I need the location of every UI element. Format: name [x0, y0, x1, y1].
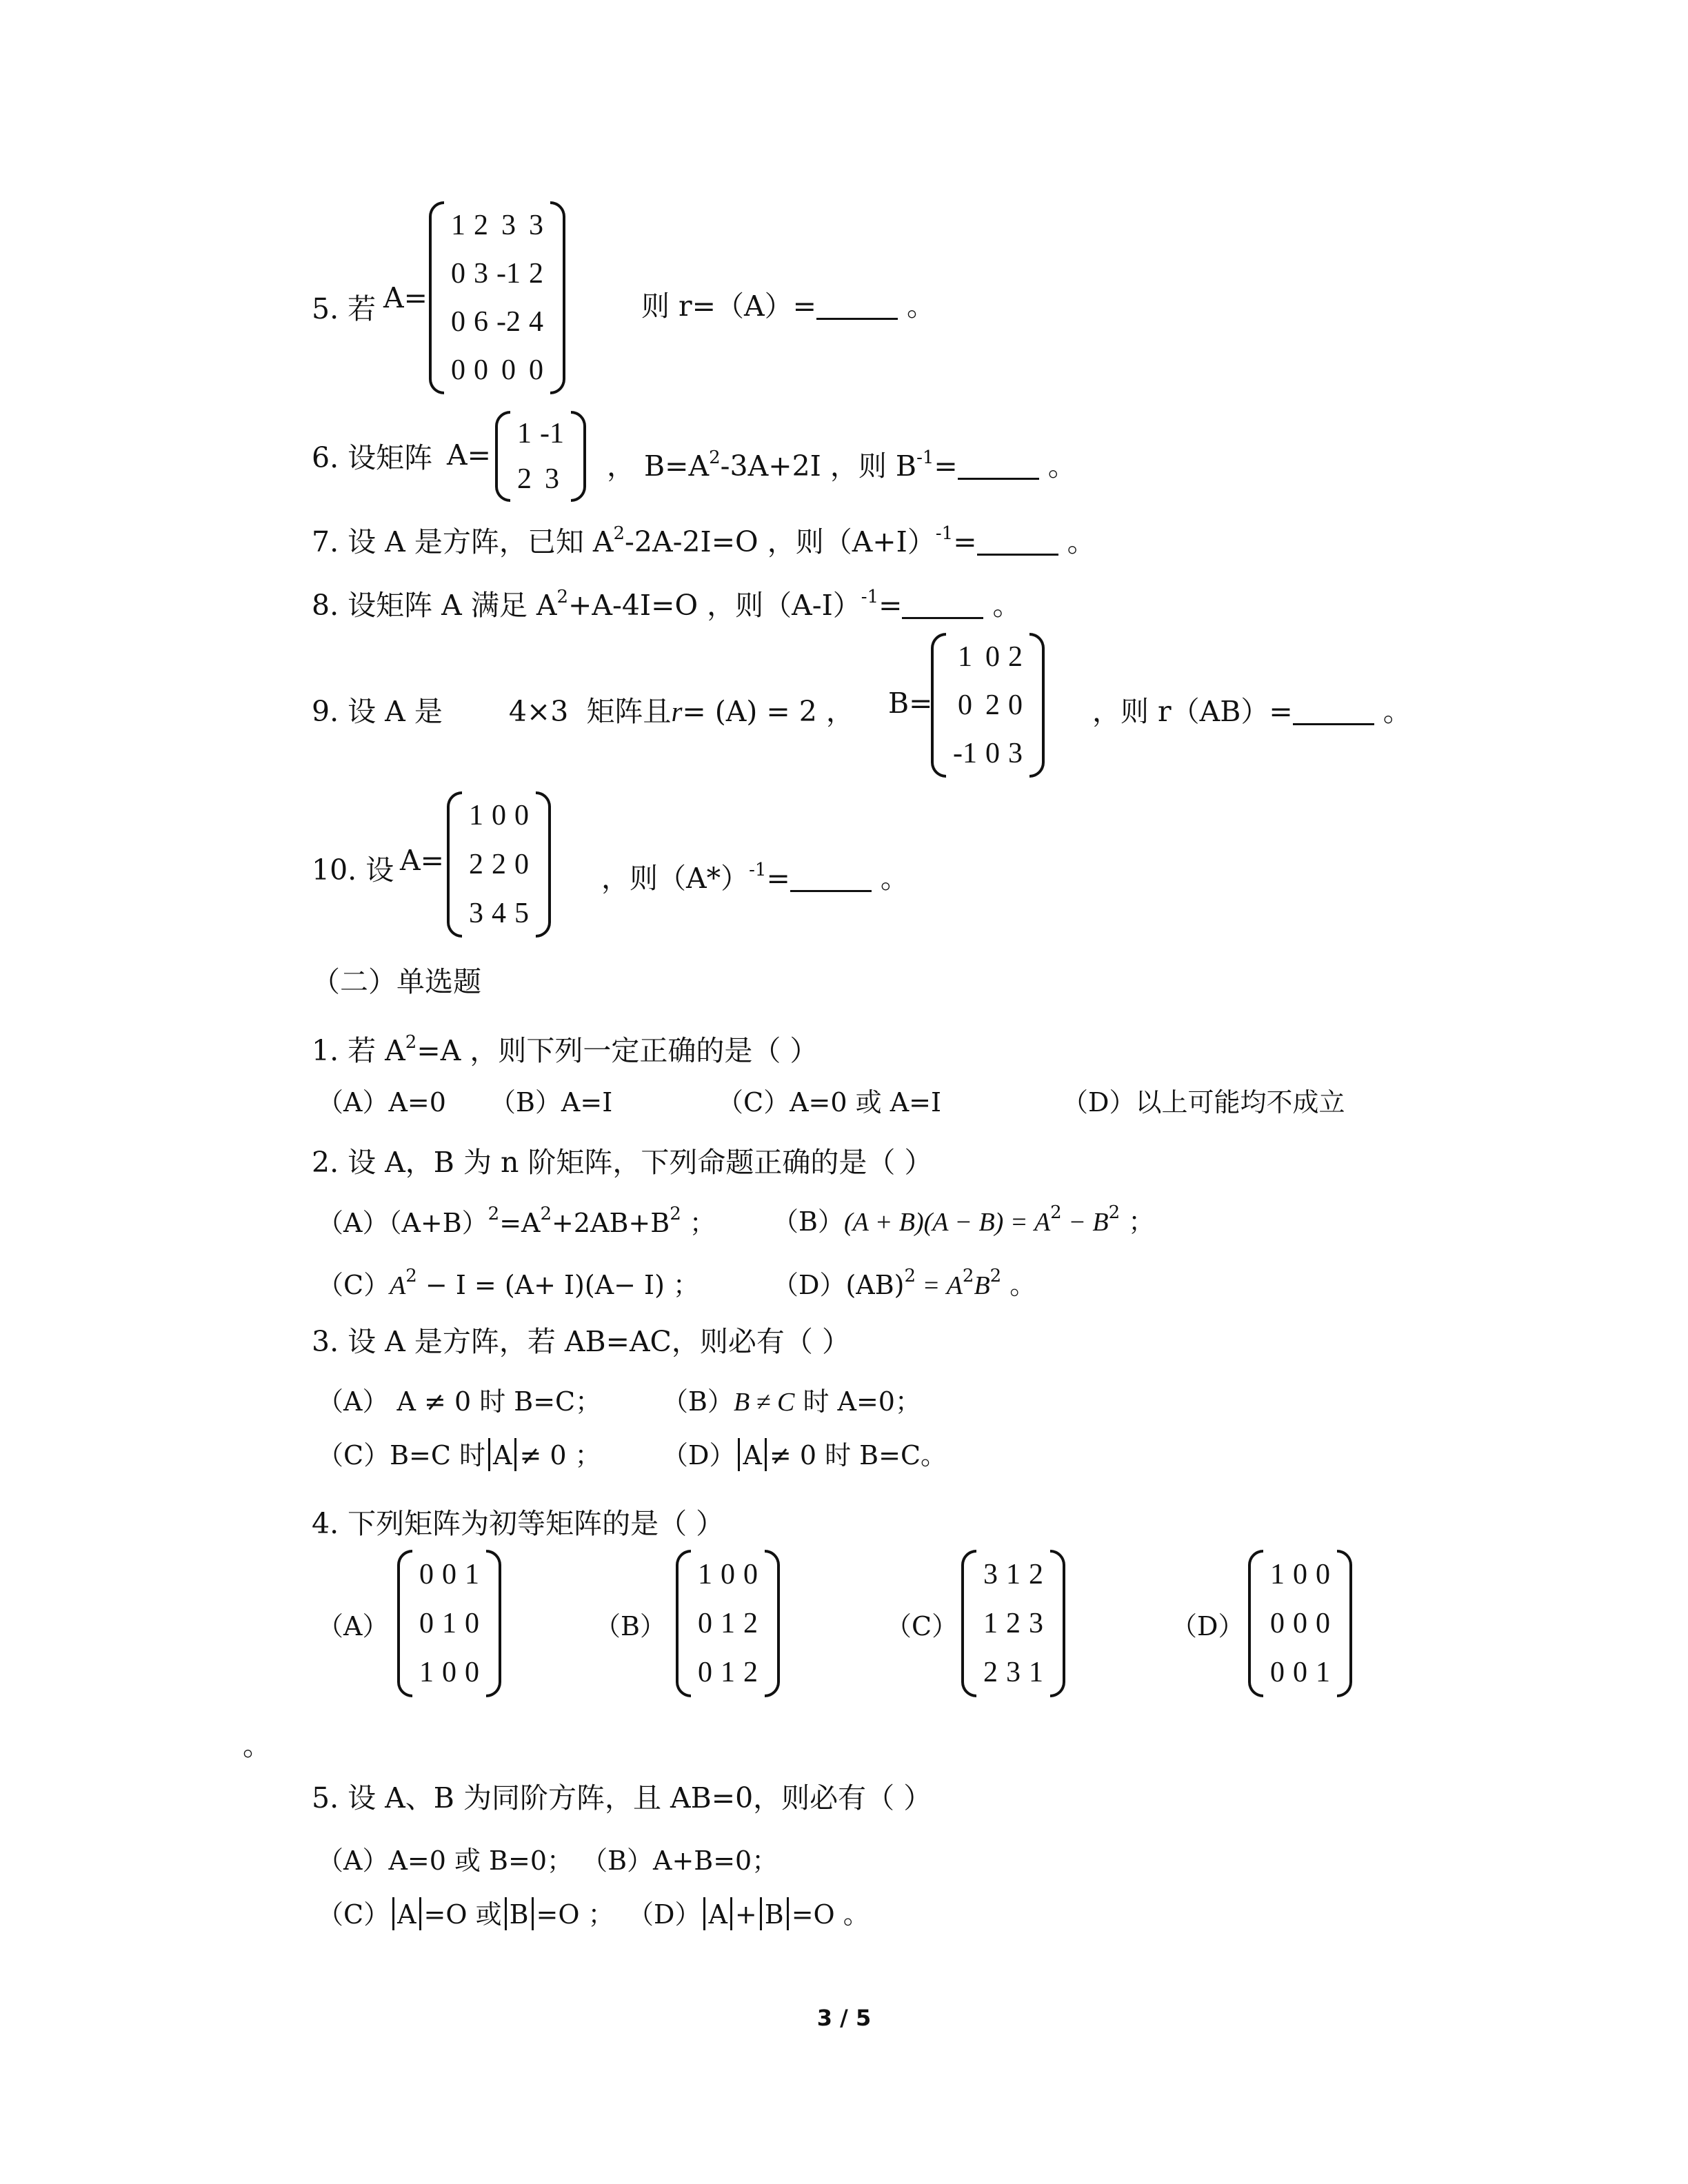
matrix-cell: 1	[1270, 1558, 1285, 1590]
matrix-cell: 2	[743, 1657, 758, 1689]
matrix-cell: 5	[514, 897, 529, 929]
matrix-cell: 3	[545, 463, 559, 495]
q9-matrix	[931, 633, 1045, 778]
mc5-stem: 5. 设 A、B 为同阶方阵，且 AB=0，则必有（ ）	[312, 1781, 932, 1814]
matrix-cell: -1	[540, 418, 564, 449]
matrix-cell: 0	[419, 1558, 434, 1590]
matrix-cell: 0	[1270, 1607, 1285, 1639]
matrix-cell: 0	[1316, 1558, 1330, 1590]
matrix-cell: 0	[529, 354, 543, 386]
answer-blank[interactable]	[902, 592, 983, 619]
answer-blank[interactable]	[816, 293, 898, 320]
mc2-stem: 2. 设 A，B 为 n 阶矩阵，下列命题正确的是（ ）	[312, 1146, 933, 1179]
matrix-cell: 2	[492, 848, 506, 880]
matrix-row	[415, 1648, 483, 1697]
matrix-row	[949, 633, 1027, 681]
matrix-cell: 0	[474, 354, 488, 386]
matrix-cell: 1	[442, 1607, 456, 1639]
matrix-row	[465, 791, 533, 840]
matrix-row	[415, 1550, 483, 1599]
matrix-row	[949, 729, 1027, 778]
matrix-mc4-d	[1266, 1550, 1334, 1697]
mc3-stem: 3. 设 A 是方阵，若 AB=AC，则必有（ ）	[312, 1325, 850, 1358]
matrix-cell: 2	[1029, 1558, 1043, 1590]
matrix-cell: 3	[474, 258, 488, 290]
matrix-row	[447, 298, 547, 346]
matrix-mc4-b	[694, 1550, 762, 1697]
matrix-mc4-c	[979, 1550, 1047, 1697]
matrix-cell: 0	[1293, 1607, 1307, 1639]
matrix-row	[447, 346, 547, 394]
matrix-cell: 1	[451, 210, 465, 241]
matrix-cell: 1	[1006, 1558, 1021, 1590]
matrix-cell: 2	[743, 1607, 758, 1639]
matrix-cell: 0	[492, 800, 506, 832]
matrix-row	[447, 250, 547, 298]
matrix-cell: 0	[451, 258, 465, 290]
q6-lhs: A=	[447, 438, 491, 472]
mc5-option-d[interactable]: （D） A + B =O 。	[627, 1897, 870, 1930]
matrix-cell: 0	[442, 1657, 456, 1689]
matrix-cell: 0	[465, 1657, 479, 1689]
mc4-option-c-matrix[interactable]	[961, 1550, 1065, 1697]
mc4-option-a-matrix[interactable]	[397, 1550, 501, 1697]
matrix-cell: 0	[451, 354, 465, 386]
matrix-row	[465, 840, 533, 889]
mc1-option-d[interactable]: （D）以上可能均不成立	[1062, 1087, 1345, 1118]
answer-blank[interactable]	[977, 529, 1058, 556]
matrix-row	[949, 681, 1027, 729]
answer-blank[interactable]	[1293, 698, 1374, 725]
matrix-cell: 0	[419, 1607, 434, 1639]
matrix-cell: 2	[985, 689, 1000, 721]
mc1-option-a[interactable]: （A）A=0	[317, 1087, 446, 1118]
matrix-cell: 1	[721, 1607, 735, 1639]
q5-lhs: A=	[383, 281, 428, 314]
matrix-q5	[447, 201, 547, 394]
matrix-cell: 0	[501, 354, 516, 386]
matrix-cell: 0	[985, 641, 1000, 673]
matrix-cell: 1	[517, 418, 532, 449]
matrix-cell: 1	[469, 800, 483, 832]
q10-matrix	[447, 791, 551, 938]
matrix-row	[694, 1550, 762, 1599]
stray-period: 。	[243, 1729, 271, 1762]
mc4-option-b-label[interactable]: （B）	[594, 1611, 666, 1641]
matrix-row	[1266, 1550, 1334, 1599]
matrix-cell: 3	[501, 210, 516, 241]
matrix-cell: 1	[419, 1657, 434, 1689]
matrix-row	[979, 1599, 1047, 1648]
matrix-cell: 0	[958, 689, 972, 721]
mc1-stem: 1. 若 $A^2=A$ ，则下列一定正确的是（ ）	[312, 1032, 818, 1067]
matrix-cell: 3	[469, 897, 483, 929]
matrix-cell: 1	[983, 1607, 998, 1639]
matrix-row	[694, 1648, 762, 1697]
matrix-cell: 0	[514, 848, 529, 880]
q6-text: ， $B=A^2-3A+2I$ ，则 $B^{-1}=$ 。	[607, 447, 1076, 483]
matrix-mc4-a	[415, 1550, 483, 1697]
matrix-row	[1266, 1599, 1334, 1648]
matrix-cell: 3	[983, 1558, 998, 1590]
matrix-row	[447, 201, 547, 250]
mc5-option-c[interactable]: （C） A =O 或 B =O ；	[317, 1897, 614, 1930]
mc4-option-a-label[interactable]: （A）	[317, 1611, 389, 1641]
mc4-option-b-matrix[interactable]	[676, 1550, 780, 1697]
matrix-cell: 2	[474, 210, 488, 241]
matrix-cell: 4	[492, 897, 506, 929]
matrix-cell: 1	[698, 1558, 712, 1590]
mc2-option-d[interactable]: $(D)(AB)^2 = A^2B^2$ 。	[772, 1266, 1036, 1300]
q10-lhs: A=	[400, 844, 444, 877]
matrix-cell: 2	[529, 258, 543, 290]
mc2-option-b[interactable]: $(B)(A + B)(A - B) = A^2 - B^2$ ；	[772, 1202, 1155, 1237]
matrix-cell: 4	[529, 306, 543, 338]
mc3-option-c[interactable]: （C）B=C 时 A ≠ 0 ；	[317, 1438, 601, 1471]
matrix-cell: 1	[1029, 1657, 1043, 1689]
q5-prefix: 5. 若	[312, 292, 376, 325]
matrix-cell: 0	[514, 800, 529, 832]
q6-matrix	[495, 411, 586, 502]
q5-rank-text: 则 r=（A）= 。	[641, 290, 935, 323]
matrix-cell: 0	[1270, 1657, 1285, 1689]
matrix-cell: 2	[517, 463, 532, 495]
matrix-cell: 0	[442, 1558, 456, 1590]
mc4-stem: 4. 下列矩阵为初等矩阵的是（ ）	[312, 1507, 725, 1540]
matrix-cell: 0	[985, 738, 1000, 769]
matrix-cell: 2	[983, 1657, 998, 1689]
matrix-cell: 0	[451, 306, 465, 338]
matrix-cell: 6	[474, 306, 488, 338]
mc1-option-b[interactable]: （B）A=I	[490, 1087, 613, 1118]
q10-text: ，则$(A*)^{-1}=$ 。	[601, 860, 909, 895]
matrix-q10	[465, 791, 533, 938]
matrix-cell: 1	[1316, 1657, 1330, 1689]
mc3-option-d[interactable]: （D） A ≠ 0 时 B=C。	[662, 1438, 947, 1471]
section-title: （二）单选题	[312, 965, 481, 998]
q5-matrix	[429, 201, 565, 394]
matrix-cell: 0	[1293, 1657, 1307, 1689]
matrix-cell: 0	[721, 1558, 735, 1590]
answer-blank[interactable]	[790, 865, 872, 892]
mc4-option-c-label[interactable]: （C）	[885, 1611, 958, 1641]
matrix-q9	[949, 633, 1027, 778]
matrix-cell: 0	[698, 1607, 712, 1639]
q9-text: 9. 设 A 是 4×3 矩阵且r= (A) = 2 ，	[312, 695, 854, 728]
matrix-cell: 1	[958, 641, 972, 673]
matrix-row	[415, 1599, 483, 1648]
mc3-option-b[interactable]: （B）B ≠ C 时 A=0；	[662, 1386, 921, 1417]
matrix-cell: 2	[1006, 1607, 1021, 1639]
matrix-cell: 3	[529, 210, 543, 241]
mc4-option-d-label[interactable]: （D）	[1171, 1611, 1245, 1641]
matrix-cell: -1	[953, 738, 977, 769]
matrix-cell: 0	[698, 1657, 712, 1689]
matrix-row	[979, 1550, 1047, 1599]
matrix-row	[979, 1648, 1047, 1697]
matrix-cell: 3	[1008, 738, 1023, 769]
mc3-option-a[interactable]: （A） A ≠ 0 时 B=C；	[317, 1386, 602, 1417]
matrix-cell: 0	[465, 1607, 479, 1639]
mc5-option-ab[interactable]: （A）A=0 或 B=0； （B）A+B=0；	[317, 1846, 778, 1876]
matrix-cell: 2	[469, 848, 483, 880]
matrix-cell: 0	[1293, 1558, 1307, 1590]
answer-blank[interactable]	[958, 453, 1039, 480]
matrix-q6	[513, 411, 568, 502]
matrix-row	[513, 456, 568, 502]
matrix-cell: 2	[1008, 641, 1023, 673]
q6-prefix: 6. 设矩阵	[312, 441, 433, 474]
q9-lhs: B=	[888, 687, 933, 720]
matrix-row	[694, 1599, 762, 1648]
matrix-cell: 0	[1008, 689, 1023, 721]
matrix-row	[465, 889, 533, 938]
q10-prefix: 10. 设	[312, 853, 394, 887]
page-number: 3 / 5	[816, 2005, 872, 2031]
q9-rank-text: ，则 r（AB）= 。	[1092, 695, 1411, 728]
matrix-row	[1266, 1648, 1334, 1697]
q7-text: 7. 设 A 是方阵，已知 $A^2-2A-2I=O$ ，则$(A+I)^{-1}=$ 。	[312, 523, 1096, 558]
matrix-cell: 1	[721, 1657, 735, 1689]
matrix-cell: 3	[1006, 1657, 1021, 1689]
q8-text: 8. 设矩阵 A 满足 $A^2+A-4I=O$ ，则$(A-I)^{-1}=$ 。	[312, 587, 1021, 622]
mc4-option-d-matrix[interactable]	[1248, 1550, 1352, 1697]
matrix-cell: 1	[465, 1558, 479, 1590]
mc2-option-c[interactable]: $(C)A^2 - I = (A+ I)(A- I)$ ；	[317, 1266, 699, 1300]
matrix-cell: 3	[1029, 1607, 1043, 1639]
matrix-cell: -2	[496, 306, 521, 338]
matrix-cell: 0	[1316, 1607, 1330, 1639]
matrix-row	[513, 411, 568, 456]
mc2-option-a[interactable]: $(A)(A+B)^2=A^2+2AB+B^2$ ；	[317, 1204, 716, 1238]
matrix-cell: -1	[496, 258, 521, 290]
matrix-cell: 0	[743, 1558, 758, 1590]
mc1-option-c[interactable]: （C）A=0 或 A=I	[717, 1087, 941, 1118]
